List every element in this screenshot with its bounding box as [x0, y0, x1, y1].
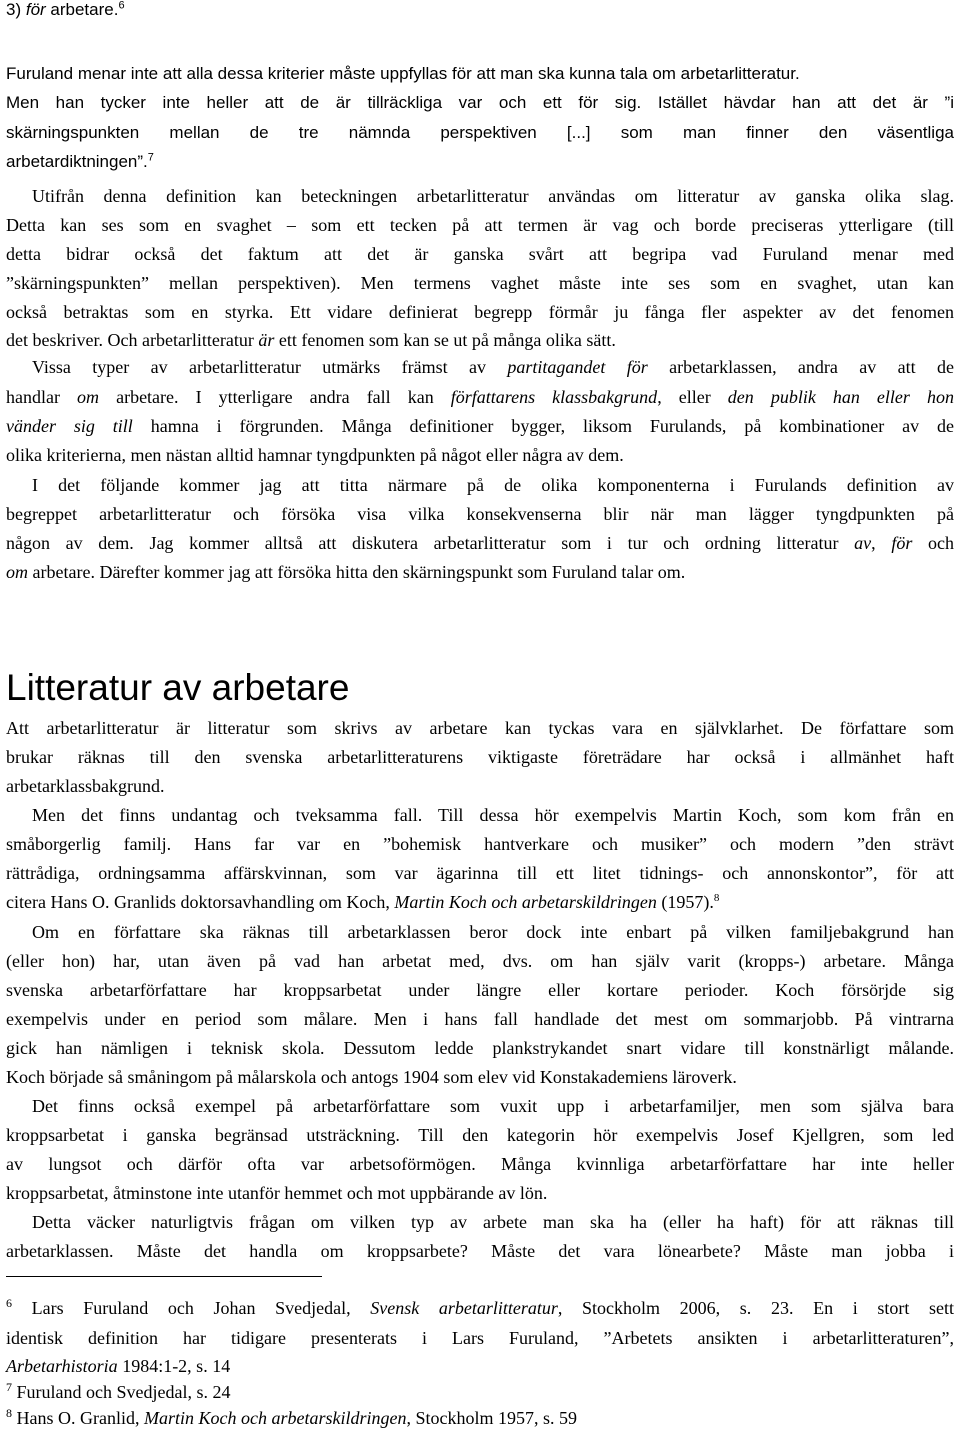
- p7-line: Om en författare ska räknas till arbetarklassen beror dock inte enbart på vilken familjebakgrund han: [32, 922, 954, 942]
- footnote-divider: [6, 1276, 322, 1277]
- p1-line: Men han tycker inte heller att de är tillräckliga var och ett för sig. Istället hävdar han att det är ”i: [6, 93, 954, 112]
- footnote-ref-8: 8: [713, 892, 720, 904]
- book-title: Martin Koch och arbetarskildringen: [394, 892, 657, 912]
- p4-emphasis: om: [6, 562, 28, 582]
- footnote-6-line: identisk definition har tidigare presenterats i Lars Furuland, ”Arbetets ansikten i arbetarlitteraturen”,: [6, 1328, 954, 1348]
- p4-line: [6, 562, 954, 583]
- footnote-7: [6, 1382, 954, 1403]
- p8-line: av lungsot och därför ofta var arbetsoförmögen. Många kvinnliga arbetarförfattare har inte heller: [6, 1154, 954, 1174]
- p9-line: arbetarklassen. Måste det handla om kroppsarbete? Måste det vara lönearbete? Måste man jobba i: [6, 1241, 954, 1261]
- p3-emphasis: partitagandet för: [507, 357, 648, 377]
- p6-line: Men det finns undantag och tveksamma fall. Till dessa hör exempelvis Martin Koch, som kom från en: [32, 805, 954, 825]
- p3-text: arbetarklassen, andra av att de: [647, 357, 954, 377]
- footnote-number: 8: [6, 1406, 12, 1420]
- p7-line: Koch började så småningom på målarskola och antogs 1904 som elev vid Konstakademiens läroverk.: [6, 1067, 737, 1087]
- p4-text: och: [912, 533, 955, 553]
- p5-line: brukar räknas till den svenska arbetarlitteraturens viktigaste företrädare har också i allmänhet haft: [6, 747, 954, 767]
- p3-emphasis: författarens klassbakgrund: [450, 387, 658, 407]
- p2-line: också betraktas som en styrka. Ett vidare definierat begrepp förmår ju fånga fler aspekter av det fenomen: [6, 302, 954, 322]
- p7-line: exempelvis under en period som målare. Men i hans fall handlade det mest om sommarjobb. På vintrarna: [6, 1009, 954, 1029]
- footnote-text: 1984:1-2, s. 14: [117, 1356, 231, 1376]
- p4-emphasis: för: [891, 533, 913, 553]
- p2-text: Och arbetarlitteratur: [102, 330, 259, 350]
- p8-line: kroppsarbetat, åtminstone inte utanför hemmet och mot uppbärande av lön.: [6, 1183, 548, 1203]
- p3-line: [32, 357, 954, 378]
- p6-line: rättrådiga, ordningsamma affärskvinnan, som var ägarinna till ett litet tidnings- och annonskontor”, för att: [6, 863, 954, 883]
- p2-text: ett fenomen som kan se ut på många olika sätt.: [274, 330, 616, 350]
- p7-line: gick han nämligen i teknisk skola. Dessutom ledde plankstrykandet snart vidare till konstnärligt målande.: [6, 1038, 954, 1058]
- p4-line: I det följande kommer jag att titta närmare på de olika komponenterna i Furulands definition av: [32, 475, 954, 495]
- list-fragment: [6, 0, 954, 20]
- p3-emphasis: om: [77, 387, 100, 407]
- p7-line: (eller hon) har, utan även på vad han arbetat med, dvs. om han själv varit (kropps-) arbetare. Många: [6, 951, 954, 971]
- p3-line: [6, 416, 954, 437]
- journal-title: Arbetarhistoria: [6, 1356, 118, 1376]
- footnote-number: 7: [6, 1380, 12, 1394]
- p2-text: det beskriver.: [6, 330, 103, 350]
- p4-line: begreppet arbetarlitteratur och försöka visa vilka konsekvenserna blir när man lägger tyngdpunkten på: [6, 504, 954, 524]
- p2-line: ”skärningspunkten” mellan perspektiven). Men termens vaghet måste inte ses som en svaghet, utan kan: [6, 273, 954, 293]
- footnote-text: , Stockholm 2006, s. 23. En i stort sett: [557, 1298, 954, 1318]
- p5-line: Att arbetarlitteratur är litteratur som skrivs av arbetare kan tyckas vara en självklarhet. De författare som: [6, 718, 954, 738]
- p4-text: arbetare. Därefter kommer jag att försöka hitta den skärningspunkt som Furuland talar om.: [28, 562, 686, 582]
- p3-text: Vissa typer av arbetarlitteratur utmärks främst av: [32, 357, 508, 377]
- p2-line: Utifrån denna definition kan beteckningen arbetarlitteratur användas om litteratur av ganska olika slag.: [32, 186, 954, 206]
- footnote-6-line: [6, 1356, 954, 1377]
- p3-text: hamna i förgrunden. Många definitioner bygger, liksom Furulands, på kombinationer av de: [132, 416, 954, 436]
- p2-line: detta bidrar också det faktum att det är ganska svårt att begripa vad Furuland menar med: [6, 244, 954, 264]
- p3-emphasis: vänder sig till: [6, 416, 133, 436]
- p1-line: skärningspunkten mellan de tre nämnda perspektiven [...] som man finner den väsentliga: [6, 123, 954, 142]
- p4-line: [6, 533, 954, 554]
- p3-emphasis: den publik han eller hon: [727, 387, 954, 407]
- footnote-text: Lars Furuland och Johan Svedjedal,: [31, 1298, 371, 1318]
- fragment-number: 3): [6, 0, 26, 19]
- p1-line: [6, 152, 954, 172]
- p6-text: citera Hans O. Granlids doktorsavhandling om Koch,: [6, 892, 395, 912]
- footnote-text: Hans O. Granlid,: [16, 1408, 144, 1428]
- p3-text: handlar: [6, 387, 78, 407]
- p6-line: [6, 892, 954, 913]
- p7-line: svenska arbetarförfattare har kroppsarbetat under längre eller kortare perioder. Koch försörjde sig: [6, 980, 954, 1000]
- p3-text: , eller: [657, 387, 728, 407]
- p9-line: Detta väcker naturligtvis frågan om vilken typ av arbete man ska ha (eller ha haft) för att räknas till: [32, 1212, 954, 1232]
- footnote-6: [6, 1298, 954, 1319]
- p3-line: [6, 387, 954, 408]
- p4-text: ,: [871, 533, 892, 553]
- p4-emphasis: av: [854, 533, 872, 553]
- footnote-number: 6: [6, 1296, 12, 1310]
- p8-line: Det finns också exempel på arbetarförfattare som vuxit upp i arbetarfamiljer, men som själva bara: [32, 1096, 954, 1116]
- book-title: Svensk arbetarlitteratur: [370, 1298, 558, 1318]
- p3-text: arbetare. I ytterligare andra fall kan: [99, 387, 451, 407]
- footnote-text: Furuland och Svedjedal, s. 24: [16, 1382, 231, 1402]
- p1-line: Furuland menar inte att alla dessa kriterier måste uppfyllas för att man ska kunna tala om arbetarlitteratur.: [6, 64, 800, 83]
- p2-line: [6, 330, 954, 351]
- fragment-text: arbetare.: [45, 0, 119, 19]
- footnote-8: [6, 1408, 954, 1429]
- p4-text: någon av dem. Jag kommer alltså att diskutera arbetarlitteratur som i tur och ordning litteratur: [6, 533, 855, 553]
- footnote-text: , Stockholm 1957, s. 59: [406, 1408, 577, 1428]
- p8-line: kroppsarbetat i ganska begränsad utsträckning. Till den kategorin hör exempelvis Josef Kjellgren, som led: [6, 1125, 954, 1145]
- p1-text: arbetardiktningen”.: [6, 152, 148, 171]
- footnote-ref-6: 6: [118, 0, 125, 12]
- p6-text: (1957).: [656, 892, 714, 912]
- footnote-ref-7: 7: [147, 151, 154, 164]
- p2-line: Detta kan ses som en svaghet – som ett tecken på att termen är vag och borde preciseras ytterligare (till: [6, 215, 954, 235]
- p2-emphasis: är: [258, 330, 275, 350]
- book-title: Martin Koch och arbetarskildringen: [143, 1408, 407, 1428]
- section-heading: Litteratur av arbetare: [6, 667, 350, 708]
- fragment-emphasis: för: [25, 0, 46, 19]
- p3-line: olika kriterierna, men nästan alltid hamnar tyngdpunkten på något eller några av dem.: [6, 445, 624, 465]
- p5-line: arbetarklassbakgrund.: [6, 776, 165, 796]
- p6-line: småborgerlig familj. Hans far var en ”bohemisk hantverkare och musiker” och modern ”den strävt: [6, 834, 954, 854]
